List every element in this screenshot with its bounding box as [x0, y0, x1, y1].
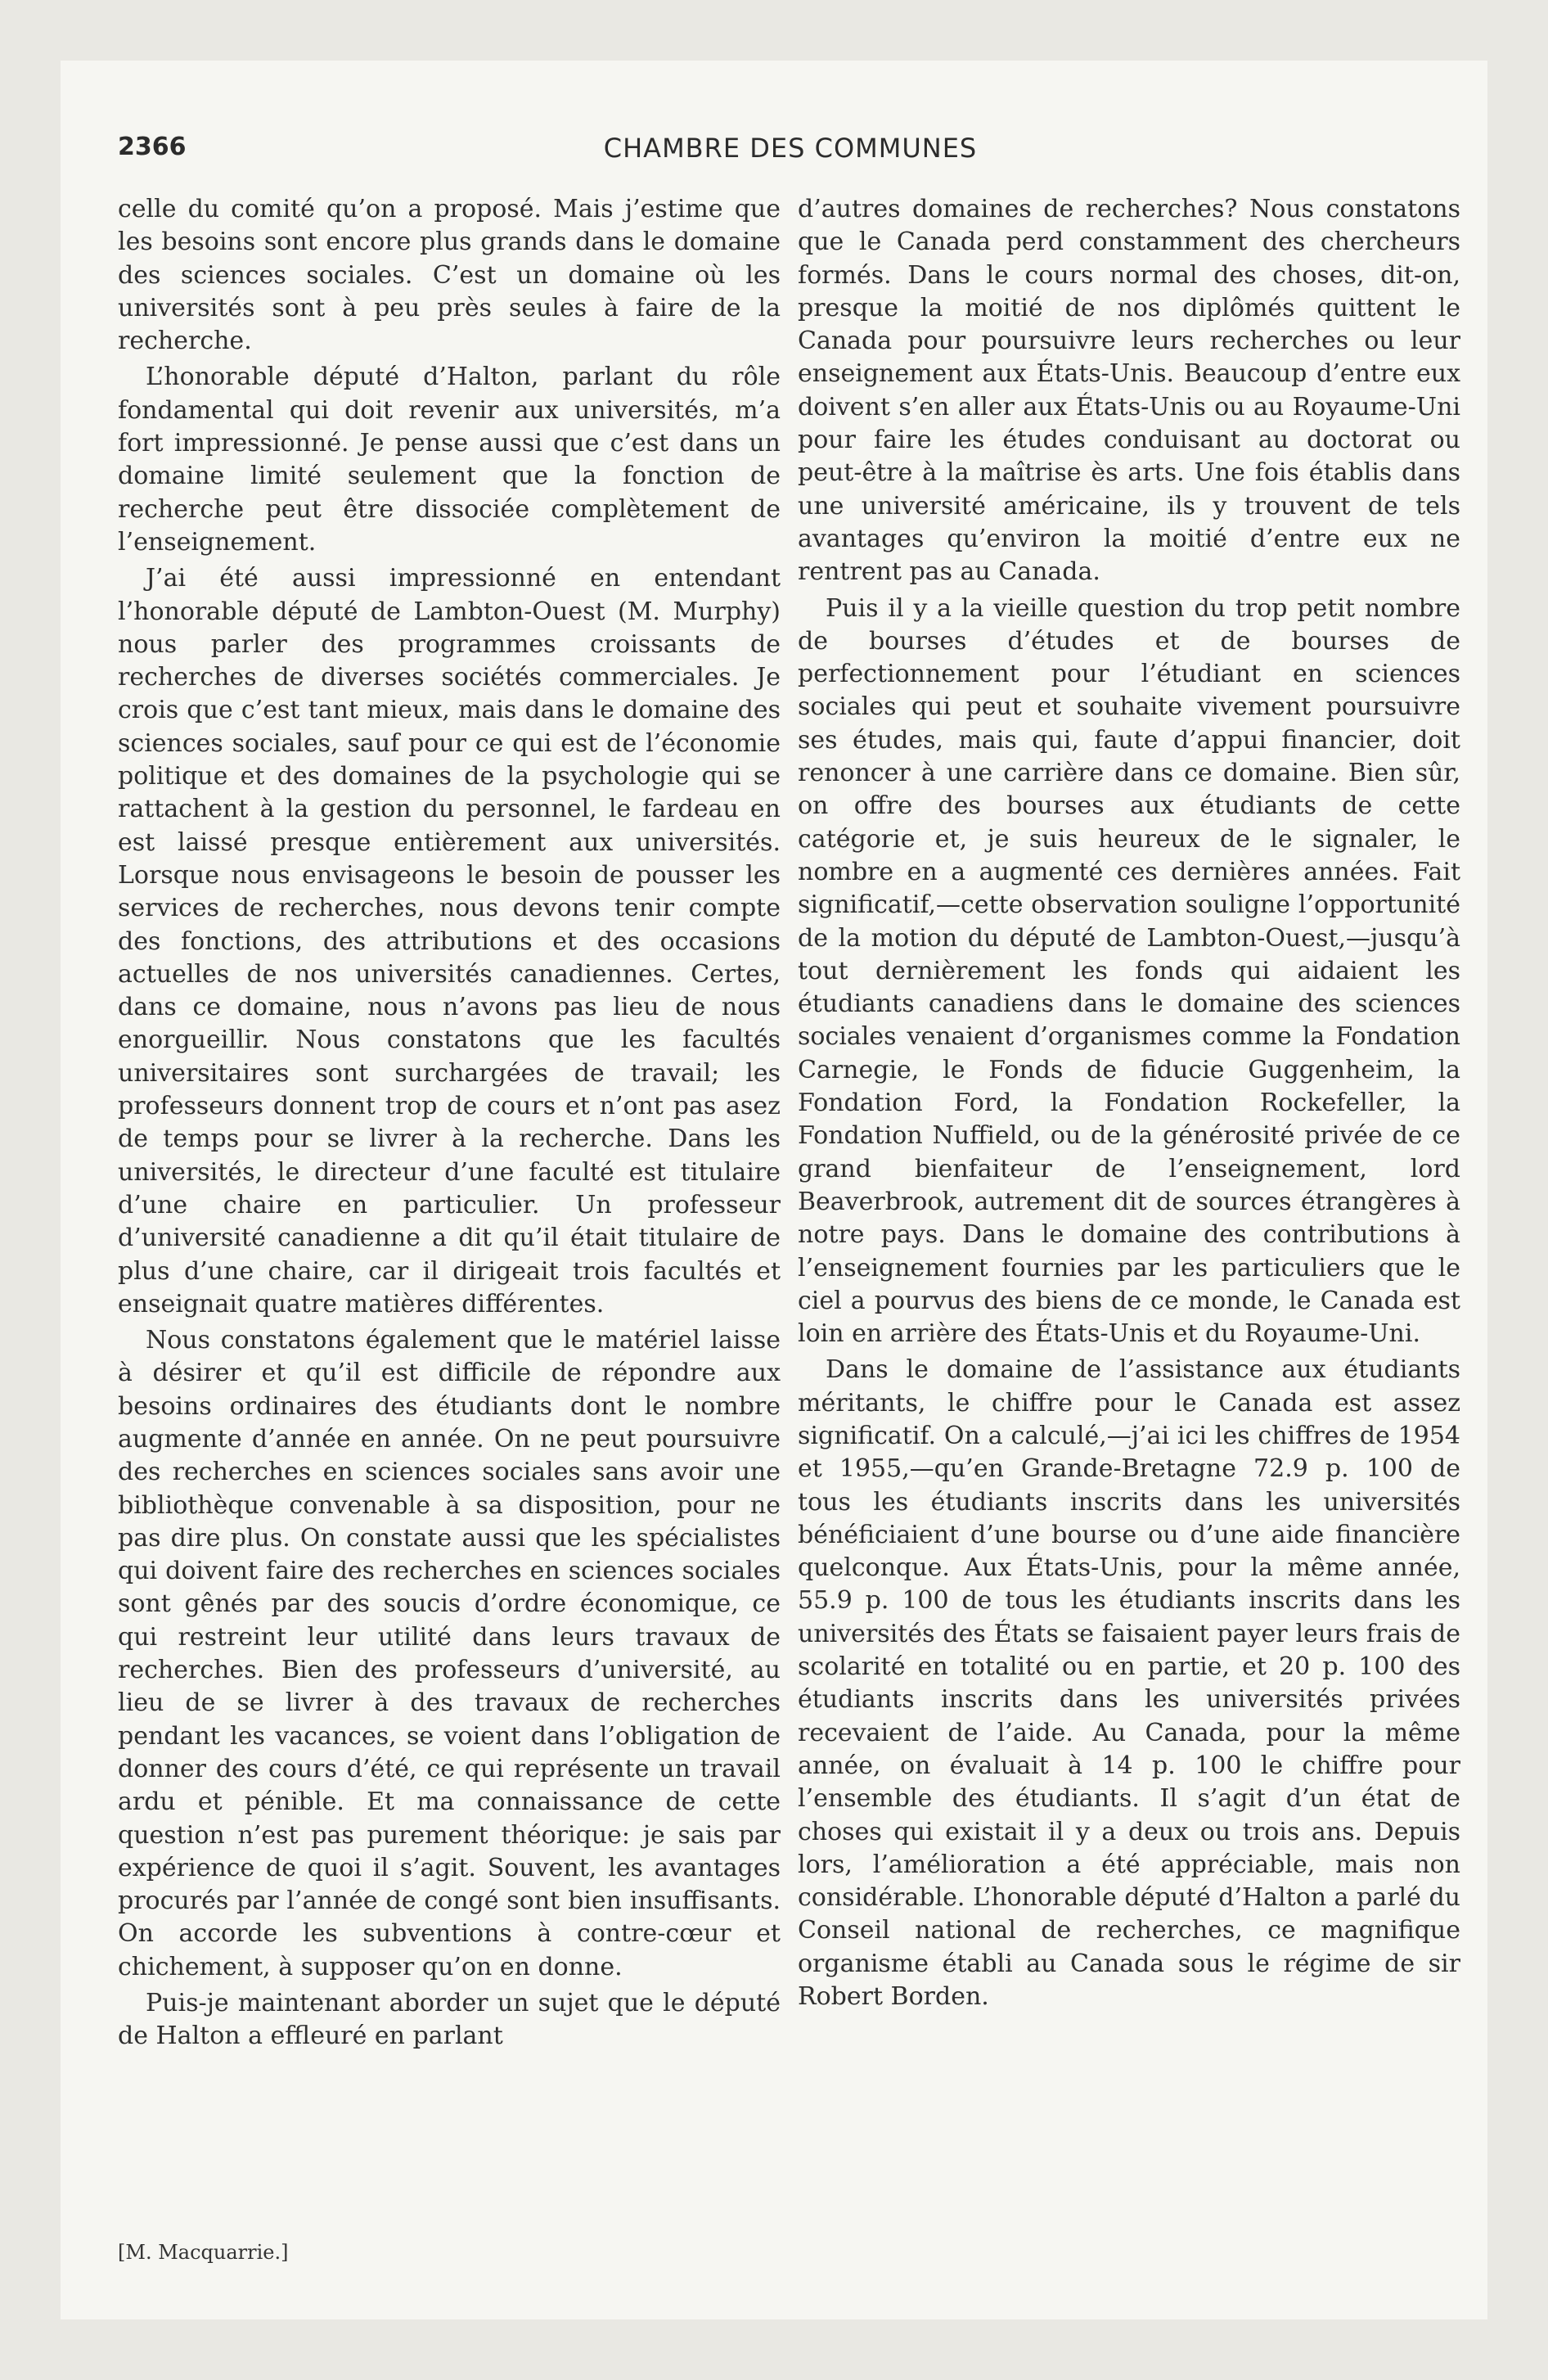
speaker-attribution: [M. Macquarrie.]	[118, 2241, 289, 2264]
paragraph: Dans le domaine de l’assistance aux étudiants méritants, le chiffre pour le Canada est assez significatif. On a calculé,—j’ai ici les chiffres de 1954 et 1955,—qu’en Grande-Bretagne 72.9 p. 100 de tous les étudiants inscrits dans les universités bénéficiaient d’une bourse ou d’une aide financière quelconque. Aux États-Unis, pour la même année, 55.9 p. 100 de tous les étudiants inscrits dans les universités des États se faisaient payer leurs frais de scolarité en totalité ou en partie, et 20 p. 100 des étudiants inscrits dans les universités privées recevaient de l’aide. Au Canada, pour la même année, on évaluait à 14 p. 100 le chiffre pour l’ensemble des étudiants. Il s’agit d’un état de choses qui existait il y a deux ou trois ans. Depuis lors, l’amélioration a été appréciable, mais non considérable. L’honorable député d’Halton a parlé du Conseil national de recherches, ce magnifique organisme établi au Canada sous le régime de sir Robert Borden.	[798, 1355, 1460, 2012]
running-head: CHAMBRE DES COMMUNES	[603, 133, 978, 164]
left-column	[118, 193, 781, 2057]
paragraph: Nous constatons également que le matériel laisse à désirer et qu’il est difficile de répondre aux besoins ordinaires des étudiants dont le nombre augmente d’année en année. On ne peut poursuivre des recherches en sciences sociales sans avoir une bibliothèque convenable à sa disposition, pour ne pas dire plus. On constate aussi que les spécialistes qui doivent faire des recherches en sciences sociales sont gênés par des soucis d’ordre économique, ce qui restreint leur utilité dans leurs travaux de recherches. Bien des professeurs d’université, au lieu de se livrer à des travaux de recherches pendant les vacances, se voient dans l’obligation de donner des cours d’été, ce qui représente un travail ardu et pénible. Et ma connaissance de cette question n’est pas purement théorique: je sais par expérience de quoi il s’agit. Souvent, les avantages procurés par l’année de congé sont bien insuffisants. On accorde les subventions à contre-cœur et chichement, à supposer qu’on en donne.	[118, 1326, 781, 1981]
paragraph: Puis-je maintenant aborder un sujet que le député de Halton a effleuré en parlant	[118, 1989, 781, 2051]
paragraph: d’autres domaines de recherches? Nous constatons que le Canada perd constamment des chercheurs formés. Dans le cours normal des choses, dit-on, presque la moitié de nos diplômés quittent le Canada pour poursuivre leurs recherches ou leur enseignement aux États-Unis. Beaucoup d’entre eux doivent s’en aller aux États-Unis ou au Royaume-Uni pour faire les études conduisant au doctorat ou peut-être à la maîtrise ès arts. Une fois établis dans une université américaine, ils y trouvent de tels avantages qu’environ la moitié d’entre eux ne rentrent pas au Canada.	[798, 195, 1460, 587]
paragraph: Puis il y a la vieille question du trop petit nombre de bourses d’études et de bourses de perfectionnement pour l’étudiant en sciences sociales qui peut et souhaite vivement poursuivre ses études, mais qui, faute d’appui financier, doit renoncer à une carrière dans ce domaine. Bien sûr, on offre des bourses aux étudiants de cette catégorie et, je suis heureux de le signaler, le nombre en a augmenté ces dernières années. Fait significatif,—cette observation souligne l’opportunité de la motion du député de Lambton-Ouest,—jusqu’à tout dernièrement les fonds qui aidaient les étudiants canadiens dans le domaine des sciences sociales venaient d’organismes comme la Fondation Carnegie, le Fonds de fiducie Guggenheim, la Fondation Ford, la Fondation Rockefeller, la Fondation Nuffield, ou de la générosité privée de ce grand bienfaiteur de l’enseignement, lord Beaverbrook, autrement dit de sources étrangères à notre pays. Dans le domaine des contributions à l’enseignement fournies par les particuliers que le ciel a pourvus des biens de ce monde, le Canada est loin en arrière des États-Unis et du Royaume-Uni.	[798, 593, 1460, 1349]
page-number: 2366	[118, 133, 187, 161]
page-header	[118, 133, 1463, 172]
right-column	[798, 193, 1460, 2017]
paragraph: J’ai été aussi impressionné en entendant l’honorable député de Lambton-Ouest (M. Murphy) nous parler des programmes croissants de recherches de diverses sociétés commerciales. Je crois que c’est tant mieux, mais dans le domaine des sciences sociales, sauf pour ce qui est de l’économie politique et des domaines de la psychologie qui se rattachent à la gestion du personnel, le fardeau en est laissé presque entièrement aux universités. Lorsque nous envisageons le besoin de pousser les services de recherches, nous devons tenir compte des fonctions, des attributions et des occasions actuelles de nos universités canadiennes. Certes, dans ce domaine, nous n’avons pas lieu de nous enorgueillir. Nous constatons que les facultés universitaires sont surchargées de travail; les professeurs donnent trop de cours et n’ont pas asez de temps pour se livrer à la recherche. Dans les universités, le directeur d’une faculté est titulaire d’une chaire en particulier. Un professeur d’université canadienne a dit qu’il était titulaire de plus d’une chaire, car il dirigeait trois facultés et enseignait quatre matières différentes.	[118, 564, 781, 1318]
paragraph: celle du comité qu’on a proposé. Mais j’estime que les besoins sont encore plus grands dans le domaine des sciences sociales. C’est un domaine où les universités sont à peu près seules à faire de la recherche.	[118, 195, 781, 356]
paragraph: L’honorable député d’Halton, parlant du rôle fondamental qui doit revenir aux universités, m’a fort impressionné. Je pense aussi que c’est dans un domaine limité seulement que la fonction de recherche peut être dissociée complètement de l’enseignement.	[118, 363, 781, 557]
